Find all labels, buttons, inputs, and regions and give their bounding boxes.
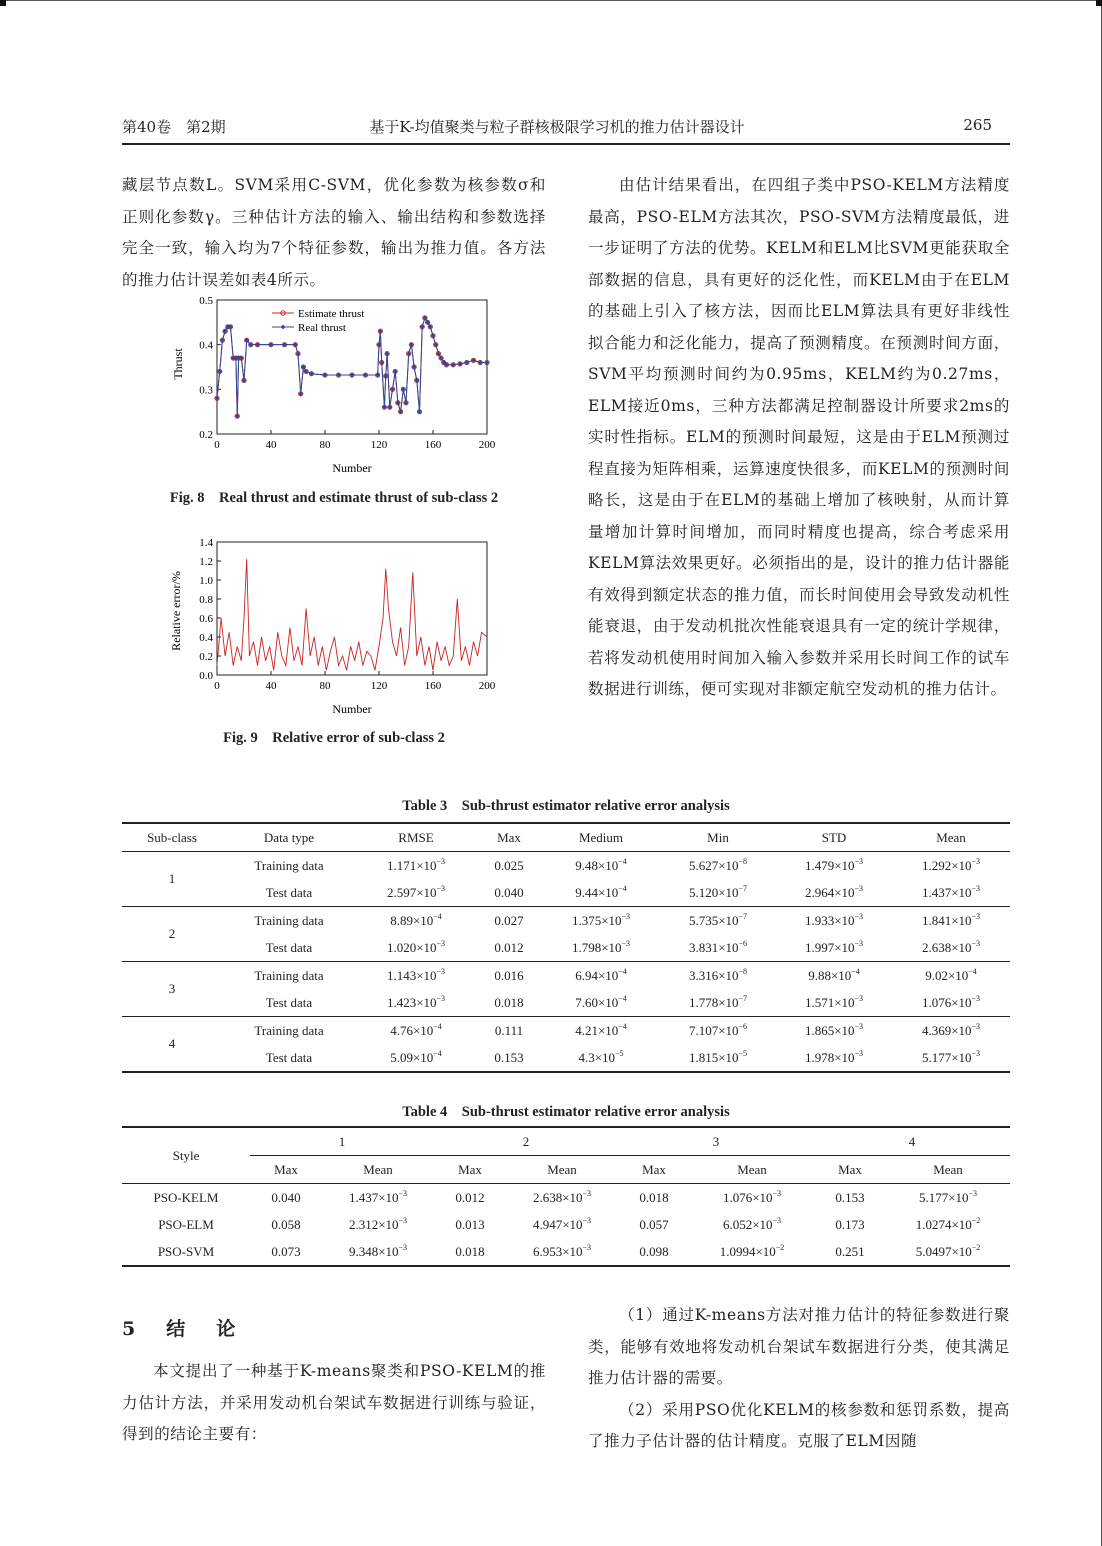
table4-value-cell: $1.0274\times 10^{-2}$ xyxy=(915,1216,981,1232)
fig9-y-tick-label: 1.2 xyxy=(199,556,213,568)
table3-header-cell: Mean xyxy=(892,823,1010,852)
table4-value-cell: $1.0994\times 10^{-2}$ xyxy=(690,1238,814,1266)
fig9-relative-error-chart xyxy=(160,535,500,717)
table4-row xyxy=(122,1184,1010,1212)
table3-value-cell: $2.638\times 10^{-3}$ xyxy=(892,934,1010,962)
table3-value-cell: $9.02\times 10^{-4}$ xyxy=(925,967,977,983)
fig8-x-tick-label: 0 xyxy=(214,439,220,451)
section-5-intro: 本文提出了一种基于K-means聚类和PSO-KELM的推力估计方法，并采用发动机台架试车数据进行训练与验证，得到的结论主要有： xyxy=(122,1362,546,1443)
table3 xyxy=(122,822,1010,1073)
fig9-plot-area xyxy=(199,537,496,692)
table4-sub-header: Mean xyxy=(322,1156,434,1184)
fig8-y-tick-label: 0.4 xyxy=(199,339,213,352)
table3-value-cell: $5.09\times 10^{-4}$ xyxy=(356,1044,476,1072)
table3-value-cell: 0.040 xyxy=(476,879,542,907)
table4-caption: Table 4 Sub-thrust estimator relative error analysis xyxy=(402,1104,730,1120)
table3-value-cell: $1.933\times 10^{-3}$ xyxy=(804,912,864,928)
right-column-text xyxy=(588,170,1010,706)
table3-header-cell: Sub-class xyxy=(122,823,222,852)
table4-value-cell: 0.251 xyxy=(814,1238,886,1266)
table3-value-cell: $1.778\times 10^{-7}$ xyxy=(660,989,776,1017)
table4-value-cell: $1.076\times 10^{-3}$ xyxy=(722,1189,782,1205)
table3-value-cell: $7.60\times 10^{-4}$ xyxy=(542,989,660,1017)
table3-header-cell: RMSE xyxy=(356,823,476,852)
table3-value-cell: $5.120\times 10^{-7}$ xyxy=(660,879,776,907)
table3-value-cell: $5.735\times 10^{-7}$ xyxy=(688,912,748,928)
fig9-x-tick-label: 80 xyxy=(319,680,331,692)
fig8-x-tick-label: 40 xyxy=(265,439,277,451)
table4-value-cell: $1.437\times 10^{-3}$ xyxy=(348,1189,408,1205)
table4-value-cell: 0.018 xyxy=(434,1238,506,1266)
table3-row xyxy=(122,879,1010,907)
table4-group-header: 2 xyxy=(434,1127,618,1156)
right-paragraph: 由估计结果看出，在四组子类中PSO-KELM方法精度最高，PSO-ELM方法其次，PSO-SVM方法精度最低，进一步证明了方法的优势。KELM和ELM比SVM更能获取全部数据的信息，具有更好的泛化性，而KELM由于在ELM的基础上引入了核方法，因而比ELM算法具有更好非线性拟合能力和泛化能力，提高了预测精度。在预测时间方面，SVM平均预测时间约为0.95ms，KELM约为0.27ms，ELM接近0ms，三种方法都满足控制器设计所要求2ms的实时性指标。ELM的预测时间最短，这是由于ELM预测过程直接为矩阵相乘，运算速度快很多，而KELM的预测时间略长，这是由于在ELM的基础上增加了核映射，从而计算量增加计算时间增加，而同时精度也提高，综合考虑采用KELM算法效果更好。必须指出的是，设计的推力估计器能有效得到额定状态的推力值，而长时间使用会导致发动机性能衰退，由于发动机批次性能衰退具有一定的统计学规律，若将发动机使用时间加入输入参数并采用长时间工作的试车数据进行训练，便可实现对非额定航空发动机的推力估计。 xyxy=(588,176,1010,698)
table3-value-cell: $4.21\times 10^{-4}$ xyxy=(575,1022,627,1038)
fig9-caption: Fig. 9 Relative error of sub-class 2 xyxy=(223,730,445,746)
fig9-y-tick-label: 0.8 xyxy=(199,594,213,606)
table3-row xyxy=(122,852,1010,880)
table3-value-cell: $2.597\times 10^{-3}$ xyxy=(356,879,476,907)
table4-sub-header: Mean xyxy=(506,1156,618,1184)
fig9-error-line xyxy=(217,559,487,670)
table3-value-cell: 0.018 xyxy=(476,989,542,1017)
fig8-plot-area xyxy=(199,295,496,451)
table3-value-cell: 0.016 xyxy=(494,967,524,983)
fig8-y-tick-label: 0.3 xyxy=(199,384,213,397)
table3-value-cell: $1.437\times 10^{-3}$ xyxy=(892,879,1010,907)
fig9-y-tick-label: 0.2 xyxy=(199,651,213,663)
left-paragraph: 藏层节点数L。SVM采用C-SVM，优化参数为核参数σ和正则化参数γ。三种估计方法的输入、输出结构和参数选择完全一致，输入均为7个特征参数，输出为推力值。各方法的推力估计误差如表4所示。 xyxy=(122,176,546,289)
table4-style-cell: PSO-ELM xyxy=(158,1216,214,1232)
table4 xyxy=(122,1126,1010,1267)
fig8-y-tick-label: 0.5 xyxy=(199,295,213,307)
fig9-y-tick-label: 1.0 xyxy=(199,575,213,587)
fig8-legend-estimate-label: Estimate thrust xyxy=(298,308,365,320)
table4-value-cell: $2.638\times 10^{-3}$ xyxy=(532,1189,592,1205)
fig8-x-tick-label: 200 xyxy=(478,439,496,451)
table3-value-cell: $1.841\times 10^{-3}$ xyxy=(921,912,981,928)
table4-value-cell: 0.173 xyxy=(835,1216,865,1232)
fig8-y-tick-label: 0.2 xyxy=(199,429,213,441)
fig8-legend-real-label: Real thrust xyxy=(298,322,346,334)
table3-datatype-cell: Test data xyxy=(222,989,356,1017)
table3-datatype-cell: Test data xyxy=(222,1044,356,1072)
fig9-frame xyxy=(217,542,487,675)
fig9-y-tick-label: 0.6 xyxy=(199,613,213,625)
table3-datatype-cell: Training data xyxy=(254,857,324,873)
conclusion-item-1: （1）通过K-means方法对推力估计的特征参数进行聚类，能够有效地将发动机台架试车数据进行分类，使其满足推力估计器的需要。 xyxy=(588,1306,1010,1387)
table3-value-cell: $2.964\times 10^{-3}$ xyxy=(776,879,892,907)
crop-mark-top-left xyxy=(0,0,6,6)
fig8-legend-real-marker xyxy=(281,325,286,330)
table3-subclass-cell: 3 xyxy=(122,962,222,1017)
table3-subclass-cell: 1 xyxy=(122,852,222,907)
header-rule xyxy=(122,143,1010,145)
table3-header-cell: Max xyxy=(476,823,542,852)
table3-row xyxy=(122,934,1010,962)
table4-value-cell: 0.040 xyxy=(271,1189,301,1205)
table3-value-cell: $1.171\times 10^{-3}$ xyxy=(386,857,446,873)
page-top-border xyxy=(0,0,1102,1)
table3-value-cell: 0.111 xyxy=(494,1022,524,1038)
table3-value-cell: $1.978\times 10^{-3}$ xyxy=(776,1044,892,1072)
table3-caption: Table 3 Sub-thrust estimator relative error analysis xyxy=(402,798,730,814)
fig9-x-tick-label: 200 xyxy=(478,680,496,692)
table3-subclass-cell: 4 xyxy=(122,1017,222,1073)
table4-sub-header: Max xyxy=(814,1156,886,1184)
table3-value-cell: $1.143\times 10^{-3}$ xyxy=(386,967,446,983)
table3-row xyxy=(122,962,1010,990)
table4-value-cell: 0.012 xyxy=(455,1189,485,1205)
table4-value-cell: $9.348\times 10^{-3}$ xyxy=(322,1238,434,1266)
fig9-y-axis-label: Relative error/% xyxy=(169,571,183,651)
table4-value-cell: 0.073 xyxy=(250,1238,322,1266)
table4-style-header: Style xyxy=(122,1127,250,1184)
table3-value-cell: $4.76\times 10^{-4}$ xyxy=(390,1022,442,1038)
fig8-y-axis-label: Thrust xyxy=(171,348,185,380)
running-header xyxy=(122,116,992,140)
table4-value-cell: $6.953\times 10^{-3}$ xyxy=(506,1238,618,1266)
table4-value-cell: 0.153 xyxy=(835,1189,865,1205)
table3-header-cell: STD xyxy=(776,823,892,852)
table4-style-cell: PSO-SVM xyxy=(122,1238,250,1266)
section-5-heading: 5 结 论 xyxy=(122,1318,242,1340)
table3-value-cell: $9.88\times 10^{-4}$ xyxy=(808,967,860,983)
table3-datatype-cell: Test data xyxy=(222,934,356,962)
table4-value-cell: 0.018 xyxy=(639,1189,669,1205)
fig9-y-tick-label: 0.4 xyxy=(199,632,213,644)
header-page-number: 265 xyxy=(963,116,992,134)
table3-row xyxy=(122,1017,1010,1045)
table3-datatype-cell: Test data xyxy=(222,879,356,907)
section-5-left-text xyxy=(122,1356,546,1451)
fig9-x-tick-label: 120 xyxy=(370,680,388,692)
table3-value-cell: $8.89\times 10^{-4}$ xyxy=(390,912,442,928)
fig8-x-axis-label: Number xyxy=(332,461,372,475)
table3-value-cell: $6.94\times 10^{-4}$ xyxy=(575,967,627,983)
table3-subclass-cell: 2 xyxy=(122,907,222,962)
table4-row xyxy=(122,1211,1010,1238)
table3-row xyxy=(122,989,1010,1017)
table4-group-header: 4 xyxy=(814,1127,1010,1156)
fig8-x-tick-label: 160 xyxy=(424,439,442,451)
table4-style-cell: PSO-KELM xyxy=(153,1189,219,1205)
table4-sub-header: Max xyxy=(618,1156,690,1184)
header-volume: 第40卷 第2期 xyxy=(122,118,226,136)
table3-value-cell: $1.815\times 10^{-5}$ xyxy=(660,1044,776,1072)
table4-row xyxy=(122,1238,1010,1266)
fig9-x-axis-label: Number xyxy=(332,702,372,716)
table4-group-header: 1 xyxy=(250,1127,434,1156)
table3-value-cell: $5.627\times 10^{-8}$ xyxy=(688,857,748,873)
table3-value-cell: $1.571\times 10^{-3}$ xyxy=(776,989,892,1017)
table4-value-cell: $5.0497\times 10^{-2}$ xyxy=(886,1238,1010,1266)
section-5-right-text xyxy=(588,1300,1010,1458)
left-column-text xyxy=(122,170,546,296)
table4-sub-header: Mean xyxy=(886,1156,1010,1184)
table4-value-cell: 0.013 xyxy=(455,1216,485,1232)
table3-value-cell: $1.292\times 10^{-3}$ xyxy=(921,857,981,873)
table3-value-cell: $9.48\times 10^{-4}$ xyxy=(575,857,627,873)
table3-value-cell: 0.025 xyxy=(494,857,524,873)
table3-value-cell: $5.177\times 10^{-3}$ xyxy=(892,1044,1010,1072)
table4-value-cell: $4.947\times 10^{-3}$ xyxy=(532,1216,592,1232)
fig8-thrust-chart xyxy=(160,292,500,477)
fig9-x-tick-label: 160 xyxy=(424,680,442,692)
table3-value-cell: $1.865\times 10^{-3}$ xyxy=(804,1022,864,1038)
table3-value-cell: $1.375\times 10^{-3}$ xyxy=(571,912,631,928)
table3-row xyxy=(122,1044,1010,1072)
table4-group-header: 3 xyxy=(618,1127,814,1156)
table3-value-cell: $1.798\times 10^{-3}$ xyxy=(542,934,660,962)
crop-mark-top-right xyxy=(1096,0,1102,6)
table4-value-cell: $6.052\times 10^{-3}$ xyxy=(722,1216,782,1232)
table3-value-cell: 0.012 xyxy=(476,934,542,962)
table3-value-cell: $9.44\times 10^{-4}$ xyxy=(542,879,660,907)
fig9-x-tick-label: 40 xyxy=(265,680,277,692)
table3-row xyxy=(122,907,1010,935)
fig9-x-tick-label: 0 xyxy=(214,680,220,692)
fig8-x-tick-label: 120 xyxy=(370,439,388,451)
table4-value-cell: 0.098 xyxy=(618,1238,690,1266)
conclusion-item-2: （2）采用PSO优化KELM的核参数和惩罚系数，提高了推力子估计器的估计精度。克服了ELM因随 xyxy=(588,1400,1010,1450)
table3-value-cell: 0.027 xyxy=(494,912,524,928)
fig8-caption: Fig. 8 Real thrust and estimate thrust of sub-class 2 xyxy=(169,490,499,506)
table3-datatype-cell: Training data xyxy=(254,912,324,928)
table3-value-cell: $3.316\times 10^{-8}$ xyxy=(688,967,748,983)
table3-datatype-cell: Training data xyxy=(254,967,324,983)
table3-value-cell: $1.423\times 10^{-3}$ xyxy=(356,989,476,1017)
table3-value-cell: $4.3\times 10^{-5}$ xyxy=(542,1044,660,1072)
table4-sub-header: Mean xyxy=(690,1156,814,1184)
table3-value-cell: $1.020\times 10^{-3}$ xyxy=(356,934,476,962)
table4-value-cell: $2.312\times 10^{-3}$ xyxy=(348,1216,408,1232)
table3-header-cell: Data type xyxy=(222,823,356,852)
table3-value-cell: $1.997\times 10^{-3}$ xyxy=(776,934,892,962)
fig9-y-tick-label: 0.0 xyxy=(199,670,213,682)
table3-value-cell: 0.153 xyxy=(476,1044,542,1072)
fig8-x-tick-label: 80 xyxy=(319,439,331,451)
table3-value-cell: $4.369\times 10^{-3}$ xyxy=(921,1022,981,1038)
table3-value-cell: $7.107\times 10^{-6}$ xyxy=(688,1022,748,1038)
table3-value-cell: $3.831\times 10^{-6}$ xyxy=(660,934,776,962)
table4-sub-header: Max xyxy=(250,1156,322,1184)
table3-header-cell: Min xyxy=(660,823,776,852)
header-title: 基于K-均值聚类与粒子群核极限学习机的推力估计器设计 xyxy=(369,118,745,136)
table4-value-cell: 0.057 xyxy=(639,1216,669,1232)
table3-value-cell: $1.076\times 10^{-3}$ xyxy=(892,989,1010,1017)
table4-sub-header: Max xyxy=(434,1156,506,1184)
fig9-y-tick-label: 1.4 xyxy=(199,537,213,549)
table4-value-cell: 0.058 xyxy=(271,1216,301,1232)
table3-header-cell: Medium xyxy=(542,823,660,852)
table4-value-cell: $5.177\times 10^{-3}$ xyxy=(918,1189,978,1205)
table3-datatype-cell: Training data xyxy=(254,1022,324,1038)
table3-value-cell: $1.479\times 10^{-3}$ xyxy=(804,857,864,873)
